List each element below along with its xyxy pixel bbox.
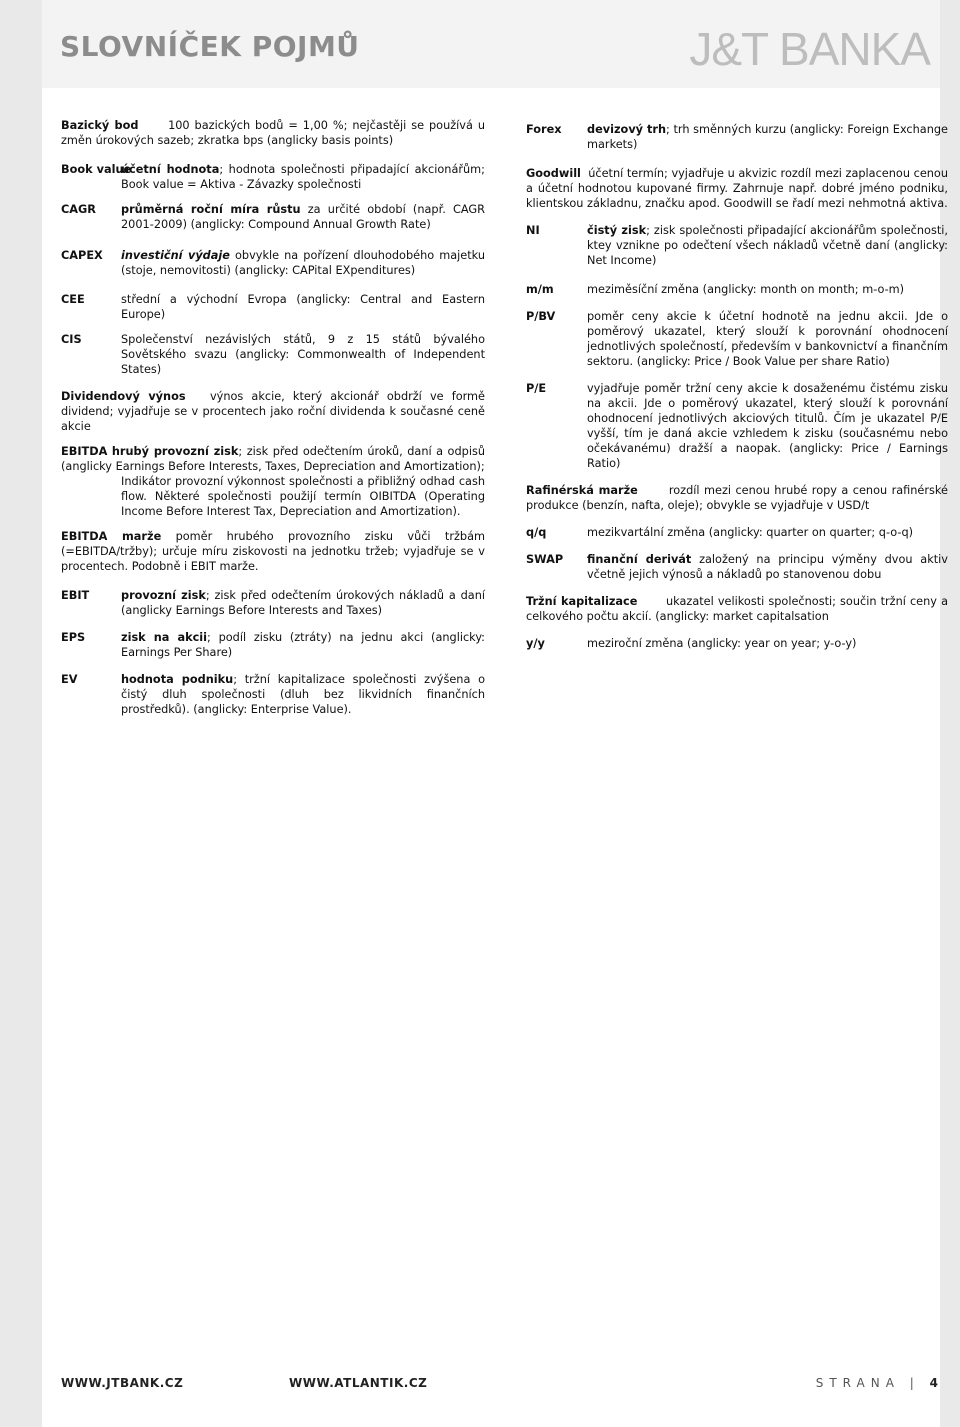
glossary-right-column [526,118,948,661]
page-number: 4 [929,1376,938,1390]
term-label: Rafinérská marže [526,484,638,497]
term-definition: ; trh směnných kurzu (anglicky: Foreign Exchange markets) [587,123,948,151]
term-label: CAGR [61,203,97,216]
jtbank-link[interactable]: WWW.JTBANK.CZ [61,1376,184,1390]
term-definition-bold: čistý zisk [587,224,647,237]
glossary-entry-ebit [61,588,485,618]
term-label: Bazický bod [61,119,139,132]
term-definition: za určité období (např. CAGR 2001-2009) (anglicky: Compound Annual Growth Rate) [121,203,486,231]
term-definition-bold: hrubý provozní zisk [111,445,239,458]
page-label: STRANA [815,1376,900,1390]
term-definition: založený na principu výměny dvou aktiv včetně jejich výnosů a nákladů po stanovenou dobu [587,553,948,581]
glossary-entry-yy [526,636,948,651]
term-label: CEE [61,293,85,306]
term-definition-bold: devizový trh [587,123,667,136]
term-definition: účetní termín; vyjadřuje u akvizic rozdíl mezi zaplacenou cenou a účetní hodnotou kupované firmy. Zahrnuje např. dobré jméno podniku, klientskou základnu, značku apod. Goodwill se řadí mezi nehmotná aktiva. [526,167,949,210]
term-definition-bold: průměrná roční míra růstu [121,203,301,216]
term-label: EPS [61,631,86,644]
glossary-entry-pe [526,381,948,471]
term-definition: poměr hrubého provozního zisku vůči tržbám (=EBITDA/tržby); určuje míru ziskovosti na jednotku tržeb; vyjadřuje se v procentech. Podobně i EBIT marže. [61,530,485,573]
term-label: Dividendový výnos [61,390,186,403]
term-definition-bold: účetní hodnota [121,163,220,176]
page-separator: | [909,1376,920,1390]
glossary-entry-rafinerska-marze [526,483,948,513]
term-definition: ; zisk společnosti připadající akcionářům společnosti, ktey vznikne po odečtení všech nákladů včetně daní (anglicky: Net Income) [587,224,948,267]
term-definition: 100 bazických bodů = 1,00 %; nejčastěji se používá u změn úrokových sazeb; zkratka bps (anglicky basis points) [61,119,485,147]
term-label: P/BV [526,310,556,323]
glossary-entry-mm [526,282,948,297]
term-label: P/E [526,382,547,395]
term-label: y/y [526,637,545,650]
term-label: m/m [526,283,554,296]
term-label: Book value [61,163,132,176]
glossary-entry-ebitda [61,444,485,519]
term-definition-bold: investiční výdaje [121,249,230,262]
glossary-entry-ni [526,223,948,268]
term-definition: poměr ceny akcie k účetní hodnotě na jednu akcii. Jde o poměrový ukazatel, který slouží k porovnání ohodnocení jednotlivých společností, především v bankovnictví a finančním sektoru. (anglicky: Price / Book Value per share Ratio) [587,310,948,368]
term-definition: výnos akcie, který akcionář obdrží ve formě dividend; vyjadřuje se v procentech jako roční dividenda k současné ceně akcie [61,390,486,433]
glossary-left-column [61,118,485,727]
glossary-entry-forex [526,122,948,152]
term-definition: ; podíl zisku (ztráty) na jednu akci (anglicky: Earnings Per Share) [121,631,485,659]
glossary-entry-qq [526,525,948,540]
glossary-entry-cagr [61,202,485,232]
glossary-entry-swap [526,552,948,582]
term-label: q/q [526,526,547,539]
term-definition: rozdíl mezi cenou hrubé ropy a cenou rafinérské produkce (benzín, nafta, oleje); obvykle se vyjadřuje v USD/t [526,484,949,512]
glossary-entry-cis [61,332,485,377]
term-definition: ; hodnota společnosti připadající akcionářům; Book value = Aktiva - Závazky společnosti [121,163,485,191]
term-definition: obvykle na pořízení dlouhodobého majetku (stoje, nemovitosti) (anglicky: CAPital EXpenditures) [121,249,486,277]
term-label: CAPEX [61,249,103,262]
term-label: Tržní kapitalizace [526,595,638,608]
glossary-entry-bazicky-bod [61,118,485,148]
term-definition: meziroční změna (anglicky: year on year; y-o-y) [587,637,857,650]
glossary-entry-book-value [61,162,485,192]
glossary-entry-ev [61,672,485,717]
term-definition-bold: finanční derivát [587,553,692,566]
term-label: EV [61,673,78,686]
term-definition: meziměsíční změna (anglicky: month on month; m-o-m) [587,283,905,296]
glossary-entry-trzni-kapitalizace [526,594,948,624]
glossary-entry-cee [61,292,485,322]
term-definition-bold: provozní zisk [121,589,206,602]
jt-banka-logo: J&T BANKA [689,23,930,75]
glossary-entry-capex [61,248,485,278]
term-definition-bold: hodnota podniku [121,673,234,686]
term-definition-bold: zisk na akcii [121,631,208,644]
glossary-entry-ebitda-marze [61,529,485,574]
term-definition: střední a východní Evropa (anglicky: Central and Eastern Europe) [121,293,485,321]
term-label: Forex [526,123,562,136]
page-title: SLOVNÍČEK POJMŮ [60,30,360,63]
term-label: EBITDA marže [61,530,162,543]
term-label: CIS [61,333,82,346]
atlantik-link[interactable]: WWW.ATLANTIK.CZ [289,1376,428,1390]
glossary-entry-eps [61,630,485,660]
term-label: SWAP [526,553,564,566]
term-definition: Společenství nezávislých států, 9 z 15 států bývalého Sovětského svazu (anglicky: Commonwealth of Independent States) [121,333,485,376]
term-definition: vyjadřuje poměr tržní ceny akcie k dosaženému čistému zisku na akcii. Jde o poměrový ukazatel, který slouží k porovnání ohodnocení jednotlivých akciových titulů. Čím je ukazatel P/E vyšší, tím je daná akcie vzhledem k zisku (současnému nebo očekávanému) dražší a naopak. (anglicky: Price / Earnings Ratio) [587,382,948,470]
term-definition-extra: Indikátor provozní výkonnost společnosti a přibližný odhad cash flow. Některé společnosti použijí termín OIBITDA (Operating Income Before Interest Tax, Depreciation and Amortization). [121,475,485,518]
term-definition: ukazatel velikosti společnosti; součin tržní ceny a celkového počtu akcií. (anglicky: market capitalsation [526,595,948,623]
term-label: EBIT [61,589,90,602]
term-label: EBITDA [61,445,108,458]
page-indicator [816,1376,938,1390]
term-definition: ; zisk před odečtením úroků, daní a odpisů (anglicky Earnings Before Interests, Taxes, Depreciation and Amortization); [61,445,485,473]
term-definition: ; zisk před odečtením úrokových nákladů a daní (anglicky Earnings Before Interests and Taxes) [121,589,485,617]
left-margin-bar [0,0,42,1427]
glossary-entry-pbv [526,309,948,369]
term-definition: mezikvartální změna (anglicky: quarter on quarter; q-o-q) [587,526,914,539]
term-label: Goodwill [526,167,581,180]
term-label: NI [526,224,540,237]
glossary-entry-dividendovy-vynos [61,389,485,434]
term-definition: ; tržní kapitalizace společnosti zvýšena o čistý dluh společnosti (dluh bez likvidních finančních prostředků). (anglicky: Enterprise Value). [121,673,485,716]
glossary-entry-goodwill [526,166,948,211]
